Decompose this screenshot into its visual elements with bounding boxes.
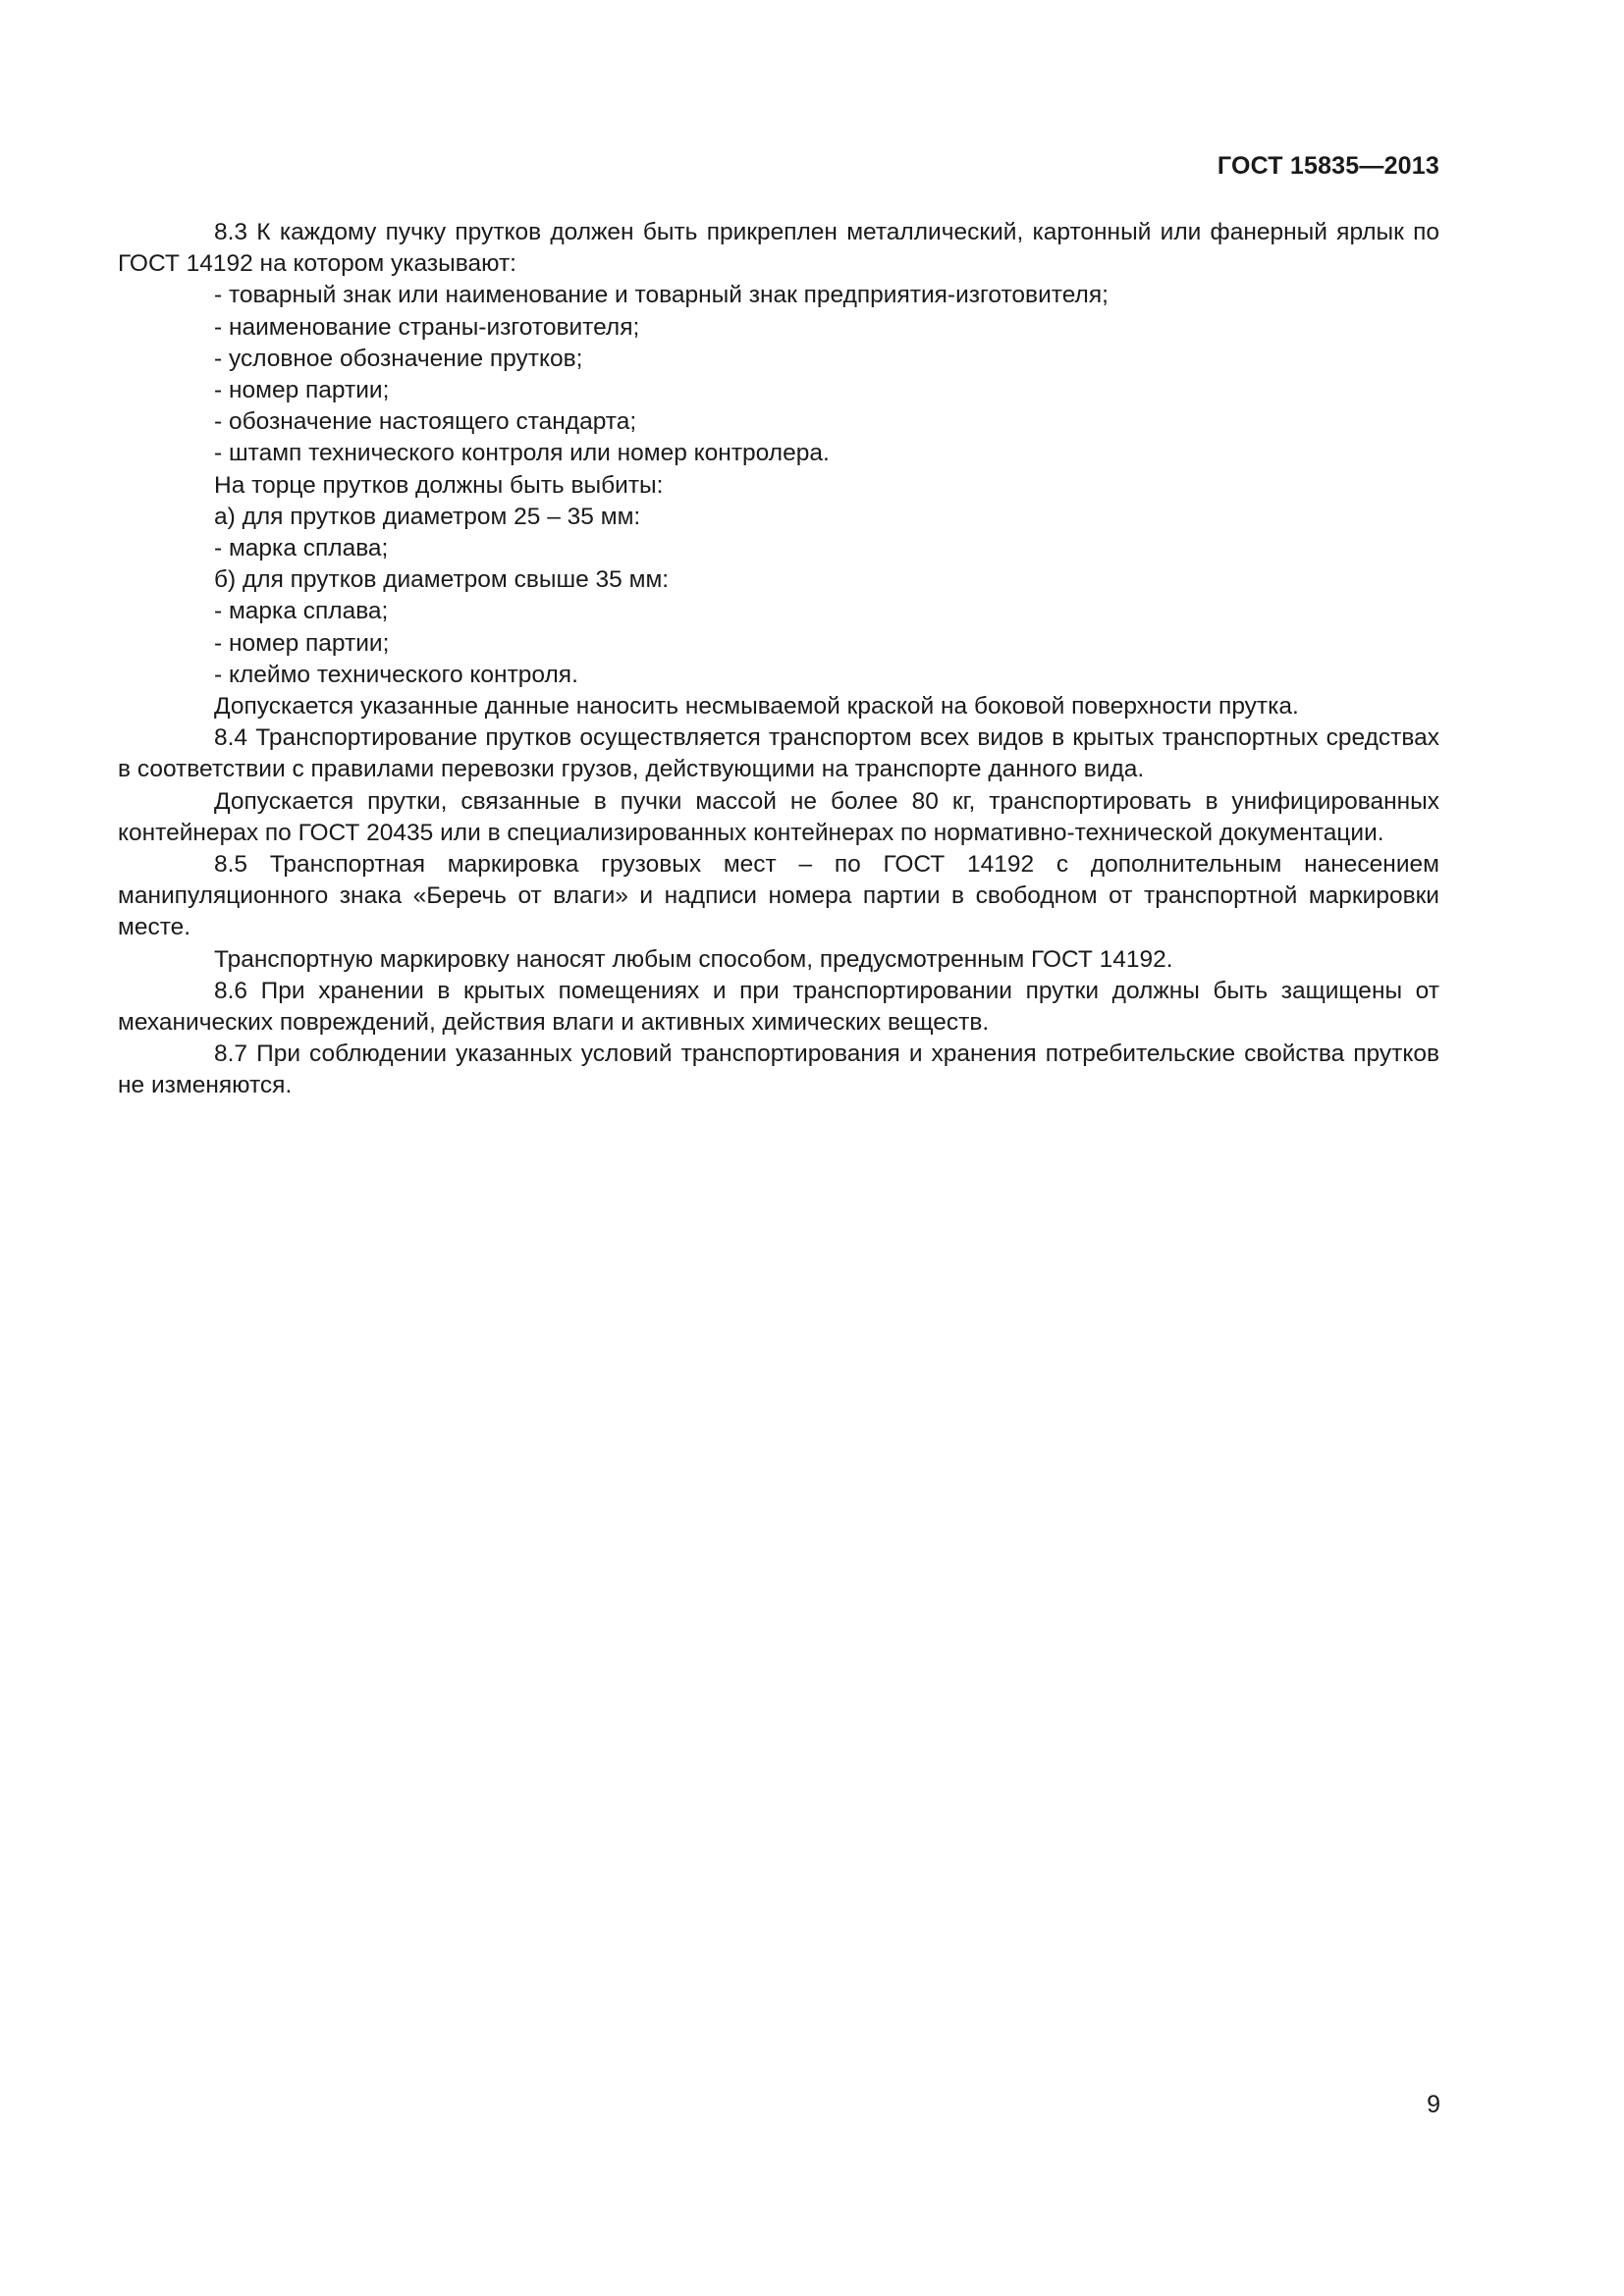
list-item: - наименование страны-изготовителя;	[214, 313, 640, 341]
list-item: - обозначение настоящего стандарта;	[214, 408, 637, 436]
section-8-5-paragraph: 8.5 Транспортная маркировка грузовых мест – по ГОСТ 14192 с дополнительным нанесением манипуляционного знака «Беречь от влаги» и надписи номера партии в свободном от транспортной маркировки месте.	[118, 851, 1439, 941]
page-number: 9	[1427, 2091, 1440, 2118]
end-marking-intro: На торце прутков должны быть выбиты:	[214, 471, 664, 499]
list-item: - условное обозначение прутков;	[214, 345, 583, 372]
section-8-7-paragraph: 8.7 При соблюдении указанных условий транспортирования и хранения потребительские свойства прутков не изменяются.	[118, 1041, 1439, 1099]
section-8-5-paragraph: Транспортную маркировку наносят любым способом, предусмотренным ГОСТ 14192.	[214, 945, 1173, 973]
section-8-4-paragraph: 8.4 Транспортирование прутков осуществляется транспортом всех видов в крытых транспортных средствах в соответствии с правилами перевозки грузов, действующими на транспорте данного вида.	[118, 724, 1439, 783]
section-8-4-paragraph: Допускается прутки, связанные в пучки массой не более 80 кг, транспортировать в унифицированных контейнерах по ГОСТ 20435 или в специализированных контейнерах по нормативно-технической документации.	[118, 787, 1439, 846]
list-item: - товарный знак или наименование и товарный знак предприятия-изготовителя;	[214, 282, 1109, 309]
list-item: - номер партии;	[214, 629, 390, 657]
document-code-header: ГОСТ 15835—2013	[1217, 152, 1439, 180]
section-8-3-note: Допускается указанные данные наносить несмываемой краской на боковой поверхности прутка.	[214, 693, 1299, 721]
section-8-3-intro: 8.3 К каждому пучку прутков должен быть прикреплен металлический, картонный или фанерный ярлык по ГОСТ 14192 на котором указывают:	[118, 219, 1439, 278]
document-body	[118, 217, 1439, 1102]
list-item: - штамп технического контроля или номер контролера.	[214, 440, 830, 467]
list-item: - клеймо технического контроля.	[214, 661, 578, 688]
list-item: - номер партии;	[214, 377, 390, 404]
list-item: б) для прутков диаметром свыше 35 мм:	[214, 566, 670, 594]
list-item: - марка сплава;	[214, 535, 389, 562]
list-item: - марка сплава;	[214, 598, 389, 625]
list-item: а) для прутков диаметром 25 – 35 мм:	[214, 503, 641, 530]
section-8-6-paragraph: 8.6 При хранении в крытых помещениях и при транспортировании прутки должны быть защищены от механических повреждений, действия влаги и активных химических веществ.	[118, 977, 1439, 1037]
